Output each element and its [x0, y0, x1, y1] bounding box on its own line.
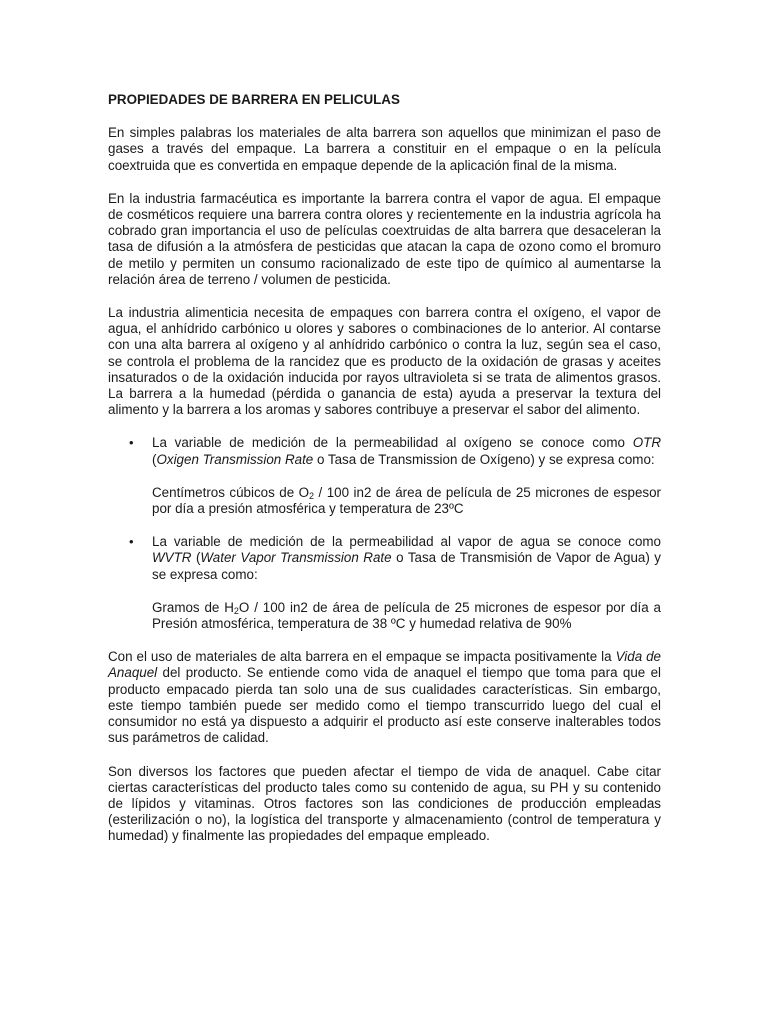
- bullet-icon: •: [129, 435, 134, 451]
- paragraph-factors: Son diversos los factores que pueden afectar el tiempo de vida de anaquel. Cabe citar ciertas características del producto tales como su contenido de agua, su PH y su contenido de lípidos y vitaminas. Otros factores son las condiciones de producción empleadas (esterilización o no), la logística del transporte y almacenamiento (control de temperatura y humedad) y finalmente las propiedades del empaque empleado.: [108, 763, 661, 844]
- document-page: [108, 92, 661, 862]
- list-item-wvtr: [108, 534, 661, 632]
- otr-abbreviation: OTR: [632, 435, 661, 451]
- paragraph-pharma: En la industria farmacéutica es importante la barrera contra el vapor de agua. El empaque de cosméticos requiere una barrera contra olores y recientemente en la industria agrícola ha cobrado gran importancia el uso de películas coextruidas de alta barrera que desaceleran la tasa de difusión a la atmósfera de pesticidas que atacan la capa de ozono como el bromuro de metilo y permiten un consumo racionalizado de este tipo de químico al aumentarse la relación área de terreno / volumen de pesticida.: [108, 190, 661, 287]
- shelf-life-term: Vida de Anaquel: [108, 649, 661, 681]
- paragraph-food-industry: La industria alimenticia necesita de empaques con barrera contra el oxígeno, el vapor de agua, el anhídrido carbónico u olores y sabores o combinaciones de lo anterior. Al contarse con una alta barrera al oxígeno y al anhídrido carbónico o contra la luz, según sea el caso, se controla el problema de la rancidez que es producto de la oxidación de grasas y aceites insaturados o de la oxidación inducida por rayos ultravioleta si se trata de alimentos grasos. La barrera a la humedad (pérdida o ganancia de esta) ayuda a preservar la textura del alimento y la barrera a los aromas y sabores contribuye a preservar el sabor del alimento.: [108, 305, 661, 418]
- paragraph-shelf-life: Con el uso de materiales de alta barrera en el empaque se impacta positivamente la Vida de Anaquel del producto. Se entiende como vida de anaquel el tiempo que toma para que el producto empacado pierda tan solo una de sus cualidades características. Sin embargo, este tiempo también puede ser medido como el tiempo transcurrido luego del cual el consumidor no está ya dispuesto a adquirir el producto así este conserve inalterables todos sus parámetros de calidad.: [108, 649, 661, 746]
- wvtr-abbreviation: WVTR: [152, 550, 192, 566]
- wvtr-definition: La variable de medición de la permeabilidad al vapor de agua se conoce como WVTR (Water Vapor Transmission Rate o Tasa de Transmisión de Vapor de Agua) y se expresa como:: [152, 534, 662, 582]
- wvtr-full-name: Water Vapor Transmission Rate: [200, 550, 392, 566]
- measurement-list: [108, 435, 661, 632]
- otr-full-name: Oxigen Transmission Rate: [156, 451, 314, 467]
- list-item-otr: [108, 435, 661, 517]
- document-title: PROPIEDADES DE BARRERA EN PELICULAS: [108, 92, 400, 107]
- paragraph-intro: En simples palabras los materiales de alta barrera son aquellos que minimizan el paso de gases a través del empaque. La barrera a constituir en el empaque o en la película coextruida que es convertida en empaque depende de la aplicación final de la misma.: [108, 125, 661, 173]
- wvtr-unit: Gramos de $H_2O / 100$ in2 de área de película de 25 micrones de espesor por día a Presión atmosférica, temperatura de 38 ºC y humedad relativa de 90%: [152, 599, 661, 632]
- bullet-icon: •: [129, 534, 134, 550]
- otr-unit: Centímetros cúbicos de $O_2 / 100$ in2 de área de película de 25 micrones de espesor por día a presión atmosférica y temperatura de 23ºC: [152, 484, 661, 517]
- otr-definition: La variable de medición de la permeabilidad al oxígeno se conoce como OTR (Oxigen Transmission Rate o Tasa de Transmission de Oxígeno) y se expresa como:: [152, 435, 661, 467]
